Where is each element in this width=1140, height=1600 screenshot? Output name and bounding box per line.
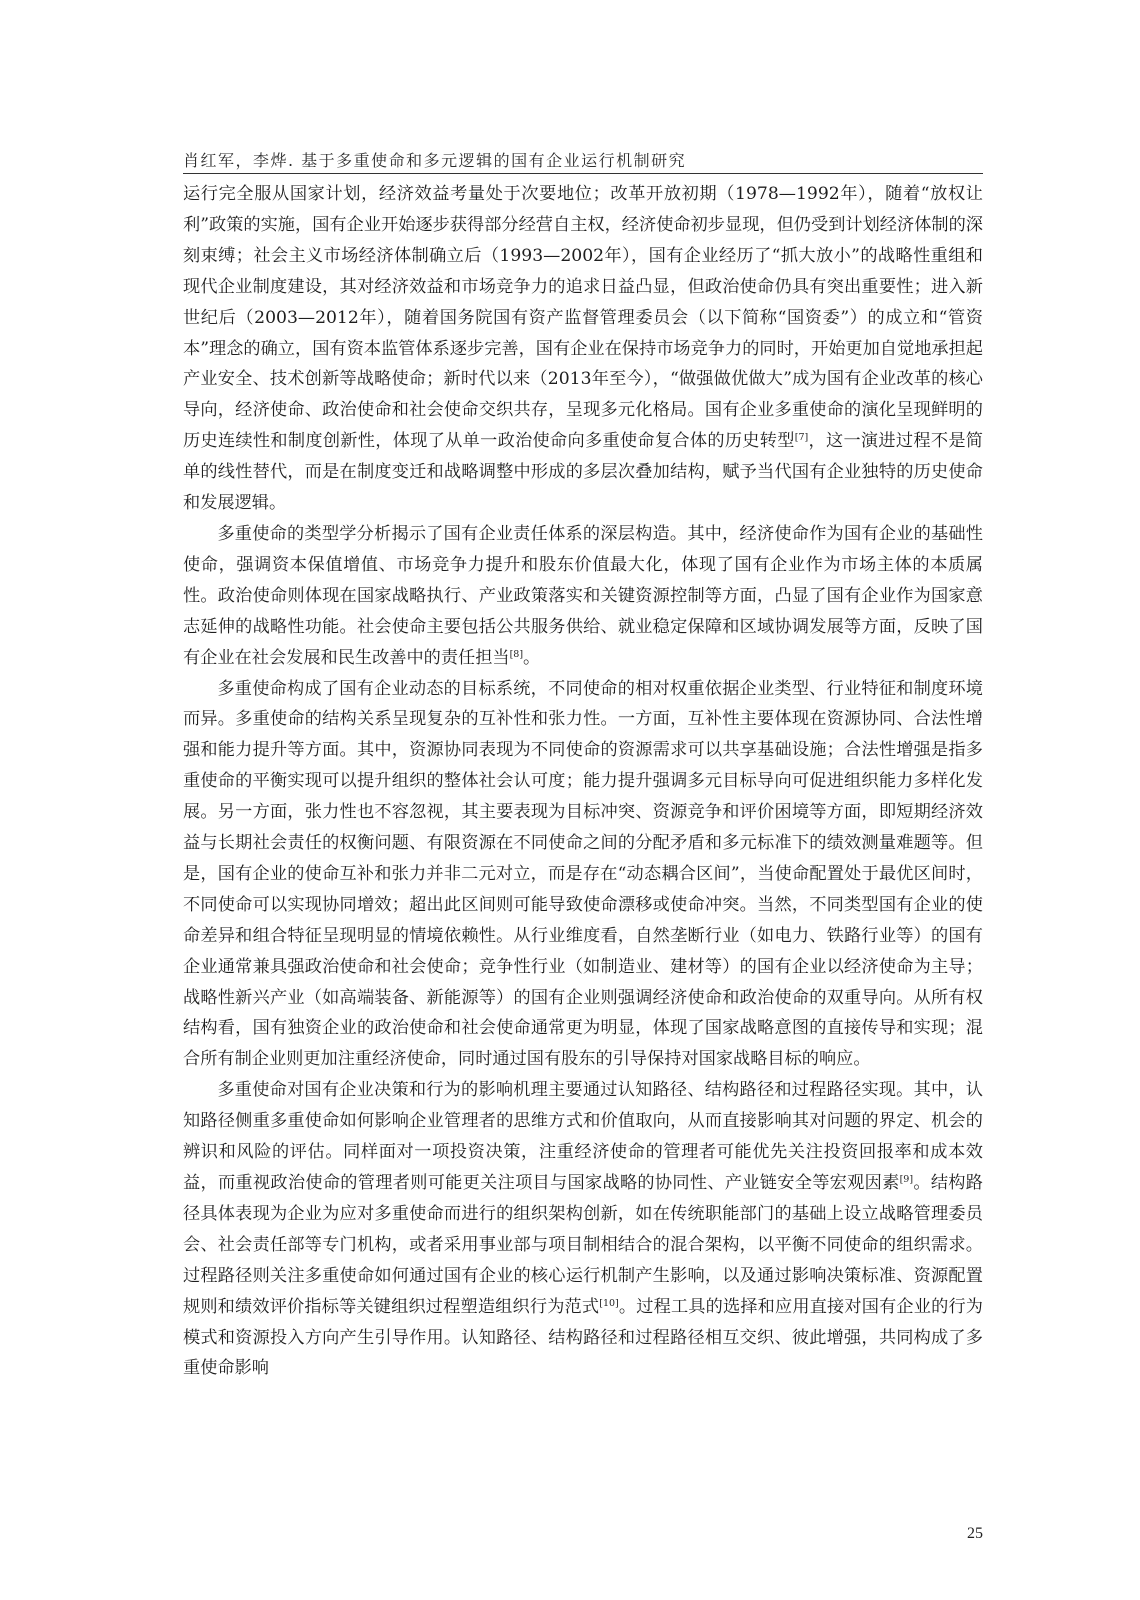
paragraph-text: 多重使命的类型学分析揭示了国有企业责任体系的深层构造。其中，经济使命作为国有企业的基础性使命，强调资本保值增值、市场竞争力提升和股东价值最大化，体现了国有企业作为市场主体的本质属性。政治使命则体现在国家战略执行、产业政策落实和关键资源控制等方面，凸显了国有企业作为国家意志延伸的战略性功能。社会使命主要包括公共服务供给、就业稳定保障和区域协调发展等方面，反映了国有企业在社会发展和民生改善中的责任担当: [183, 523, 983, 668]
citation-ref: [8]: [509, 648, 524, 660]
paragraph-mission-typology: [183, 519, 983, 674]
article-body: [183, 179, 983, 1384]
running-header: 肖红军，李烨. 基于多重使命和多元逻辑的国有企业运行机制研究: [183, 151, 687, 170]
page-number: 25: [967, 1525, 983, 1542]
paragraph-text: 多重使命对国有企业决策和行为的影响机理主要通过认知路径、结构路径和过程路径实现。其中，认知路径侧重多重使命如何影响企业管理者的思维方式和价值取向，从而直接影响其对问题的界定、机会的辨识和风险的评估。同样面对一项投资决策，注重经济使命的管理者可能优先关注投资回报率和成本效益，而重视政治使命的管理者则可能更关注项目与国家战略的协同性、产业链安全等宏观因素: [183, 1080, 983, 1193]
paragraph-text: 多重使命构成了国有企业动态的目标系统，不同使命的相对权重依据企业类型、行业特征和制度环境而异。多重使命的结构关系呈现复杂的互补性和张力性。一方面，互补性主要体现在资源协同、合法性增强和能力提升等方面。其中，资源协同表现为不同使命的资源需求可以共享基础设施；合法性增强是指多重使命的平衡实现可以提升组织的整体社会认可度；能力提升强调多元目标导向可促进组织能力多样化发展。另一方面，张力性也不容忽视，其主要表现为目标冲突、资源竞争和评价困境等方面，即短期经济效益与长期社会责任的权衡问题、有限资源在不同使命之间的分配矛盾和多元标准下的绩效测量难题等。但是，国有企业的使命互补和张力并非二元对立，而是存在“动态耦合区间”，当使命配置处于最优区间时，不同使命可以实现协同增效；超出此区间则可能导致使命漂移或使命冲突。当然，不同类型国有企业的使命差异和组合特征呈现明显的情境依赖性。从行业维度看，自然垄断行业（如电力、铁路行业等）的国有企业通常兼具强政治使命和社会使命；竞争性行业（如制造业、建材等）的国有企业以经济使命为主导；战略性新兴产业（如高端装备、新能源等）的国有企业则强调经济使命和政治使命的双重导向。从所有权结构看，国有独资企业的政治使命和社会使命通常更为明显，体现了国家战略意图的直接传导和实现；混合所有制企业则更加注重经济使命，同时通过国有股东的引导保持对国家战略目标的响应。: [183, 678, 983, 1070]
paragraph-mission-evolution: [183, 179, 983, 519]
paragraph-mission-structure: [183, 674, 983, 1076]
paragraph-text: 运行完全服从国家计划，经济效益考量处于次要地位；改革开放初期（1978—1992年），随着“放权让利”政策的实施，国有企业开始逐步获得部分经营自主权，经济使命初步显现，但仍受到计划经济体制的深刻束缚；社会主义市场经济体制确立后（1993—2002年），国有企业经历了“抓大放小”的战略性重组和现代企业制度建设，其对经济效益和市场竞争力的追求日益凸显，但政治使命仍具有突出重要性；进入新世纪后（2003—2012年），随着国务院国有资产监督管理委员会（以下简称“国资委”）的成立和“管资本”理念的确立，国有资本监管体系逐步完善，国有企业在保持市场竞争力的同时，开始更加自觉地承担起产业安全、技术创新等战略使命；新时代以来（2013年至今），“做强做优做大”成为国有企业改革的核心导向，经济使命、政治使命和社会使命交织共存，呈现多元化格局。国有企业多重使命的演化呈现鲜明的历史连续性和制度创新性，体现了从单一政治使命向多重使命复合体的历史转型: [183, 184, 983, 452]
paragraph-text: 。: [523, 647, 541, 668]
paragraph-text: ，这一演进过程不是简单的线性替代，而是在制度变迁和战略调整中形成的多层次叠加结构，赋予当代国有企业独特的历史使命和发展逻辑。: [183, 431, 983, 514]
header-rule: [183, 173, 983, 174]
citation-ref: [9]: [899, 1174, 914, 1185]
citation-ref: [10]: [599, 1297, 619, 1309]
citation-ref: [7]: [794, 432, 809, 444]
paragraph-text: 。过程工具的选择和应用直接对国有企业的行为模式和资源投入方向产生引导作用。认知路径、结构路径和过程路径相互交织、彼此增强，共同构成了多重使命影响: [183, 1296, 983, 1379]
paragraph-mission-mechanism: [183, 1075, 983, 1384]
paragraph-text: 。结构路径具体表现为企业为应对多重使命而进行的组织架构创新，如在传统职能部门的基础上设立战略管理委员会、社会责任部等专门机构，或者采用事业部与项目制相结合的混合架构，以平衡不同使命的组织需求。过程路径则关注多重使命如何通过国有企业的核心运行机制产生影响，以及通过影响决策标准、资源配置规则和绩效评价指标等关键组织过程塑造组织行为范式: [183, 1173, 983, 1317]
